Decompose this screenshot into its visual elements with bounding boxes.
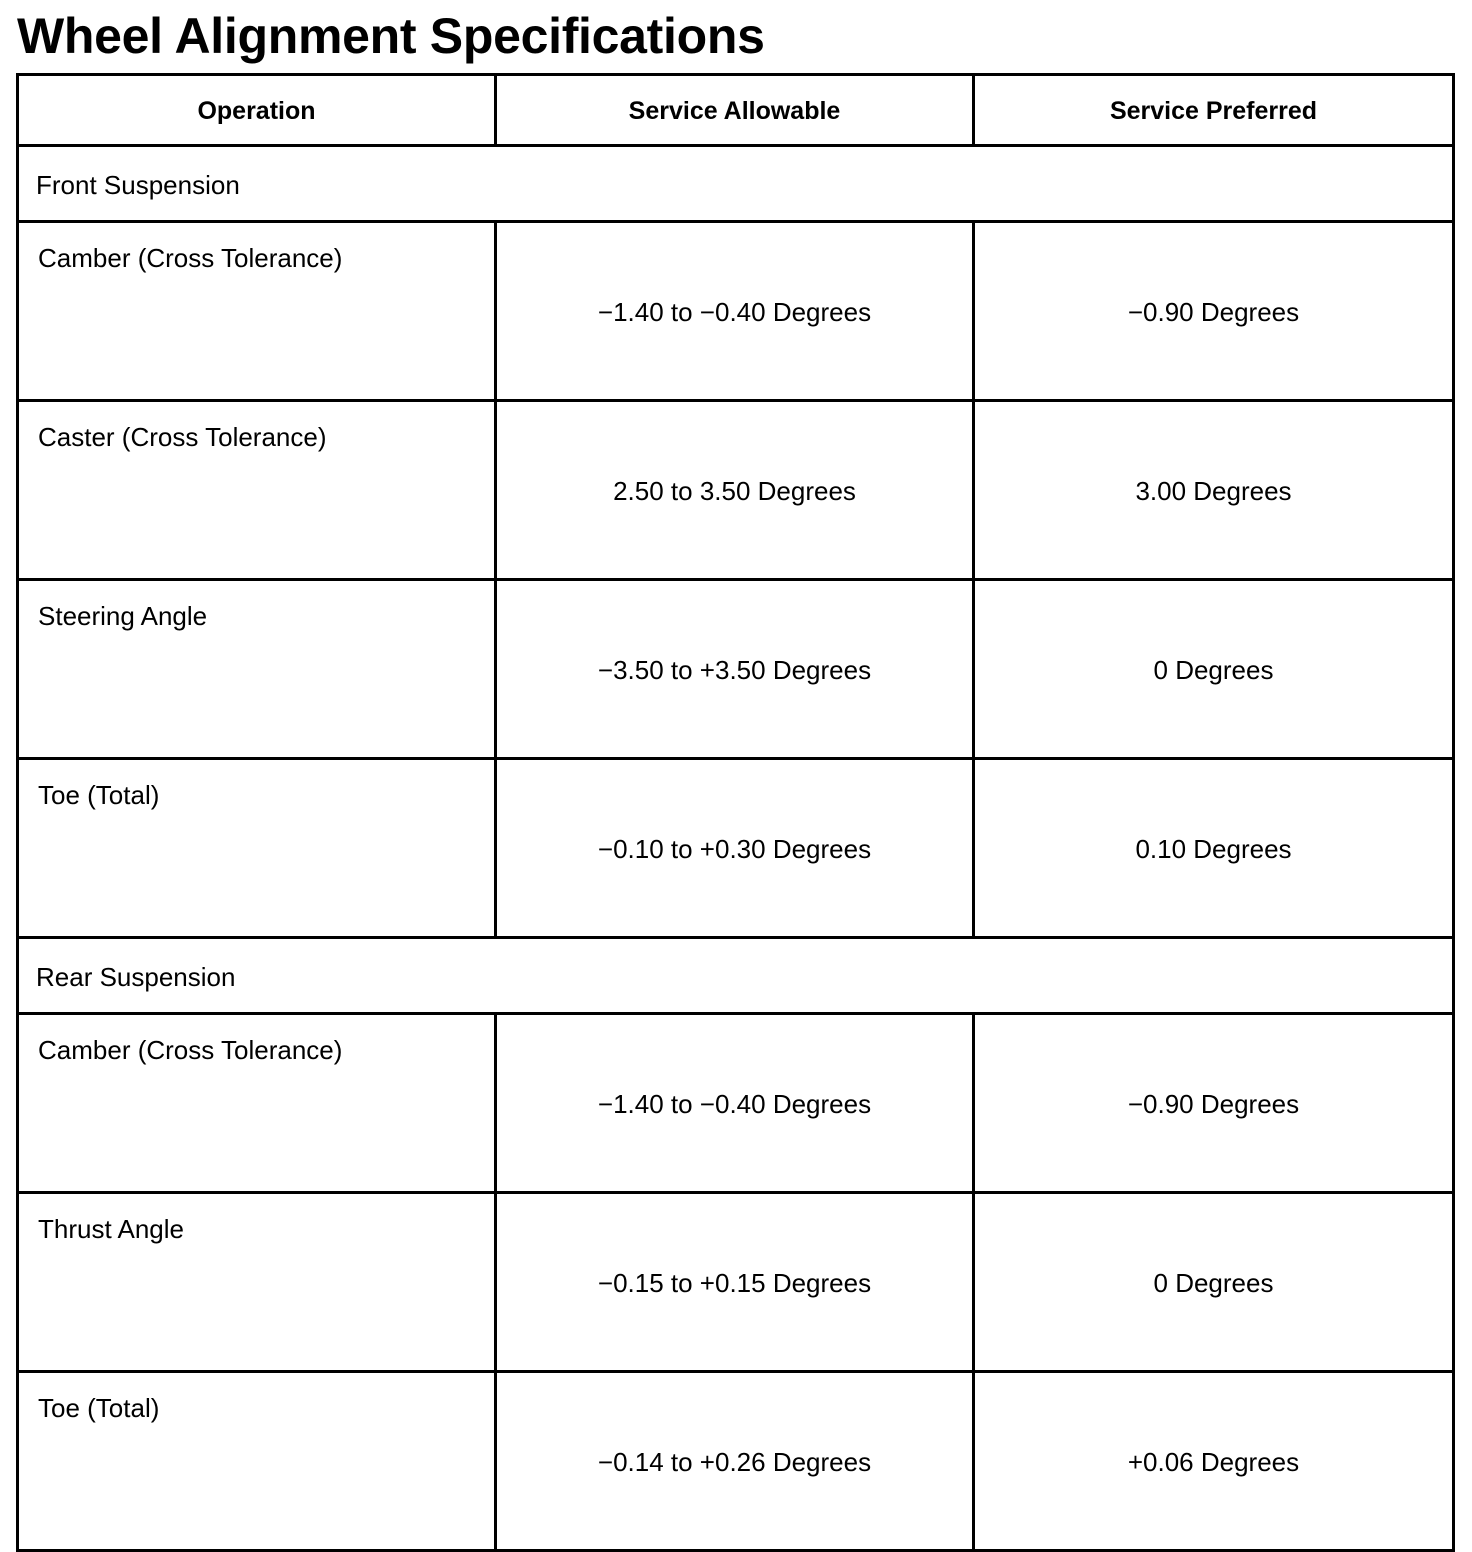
section-label: Front Suspension [18,146,1454,222]
table-row [18,759,1454,938]
column-header-service-preferred: Service Preferred [974,75,1454,146]
operation-cell: Caster (Cross Tolerance) [18,401,496,580]
section-row-front-suspension [18,146,1454,222]
allowable-cell: −3.50 to +3.50 Degrees [496,580,974,759]
table-header [18,75,1454,146]
preferred-cell: 0.10 Degrees [974,759,1454,938]
section-row-rear-suspension [18,938,1454,1014]
preferred-cell: −0.90 Degrees [974,222,1454,401]
allowable-cell: 2.50 to 3.50 Degrees [496,401,974,580]
preferred-cell: −0.90 Degrees [974,1014,1454,1193]
preferred-cell: 0 Degrees [974,1193,1454,1372]
table-row [18,401,1454,580]
allowable-cell: −1.40 to −0.40 Degrees [496,1014,974,1193]
table-body [18,146,1454,1551]
allowable-cell: −0.10 to +0.30 Degrees [496,759,974,938]
specifications-table [16,73,1455,1552]
table-row [18,1372,1454,1551]
page-title: Wheel Alignment Specifications [17,8,765,64]
table-row [18,1193,1454,1372]
operation-cell: Camber (Cross Tolerance) [18,222,496,401]
operation-cell: Steering Angle [18,580,496,759]
column-header-service-allowable: Service Allowable [496,75,974,146]
section-label: Rear Suspension [18,938,1454,1014]
header-row [18,75,1454,146]
preferred-cell: 3.00 Degrees [974,401,1454,580]
operation-cell: Toe (Total) [18,759,496,938]
allowable-cell: −0.14 to +0.26 Degrees [496,1372,974,1551]
table-row [18,580,1454,759]
operation-cell: Toe (Total) [18,1372,496,1551]
allowable-cell: −0.15 to +0.15 Degrees [496,1193,974,1372]
preferred-cell: 0 Degrees [974,580,1454,759]
table-row [18,1014,1454,1193]
column-header-operation: Operation [18,75,496,146]
allowable-cell: −1.40 to −0.40 Degrees [496,222,974,401]
operation-cell: Thrust Angle [18,1193,496,1372]
table-row [18,222,1454,401]
preferred-cell: +0.06 Degrees [974,1372,1454,1551]
operation-cell: Camber (Cross Tolerance) [18,1014,496,1193]
